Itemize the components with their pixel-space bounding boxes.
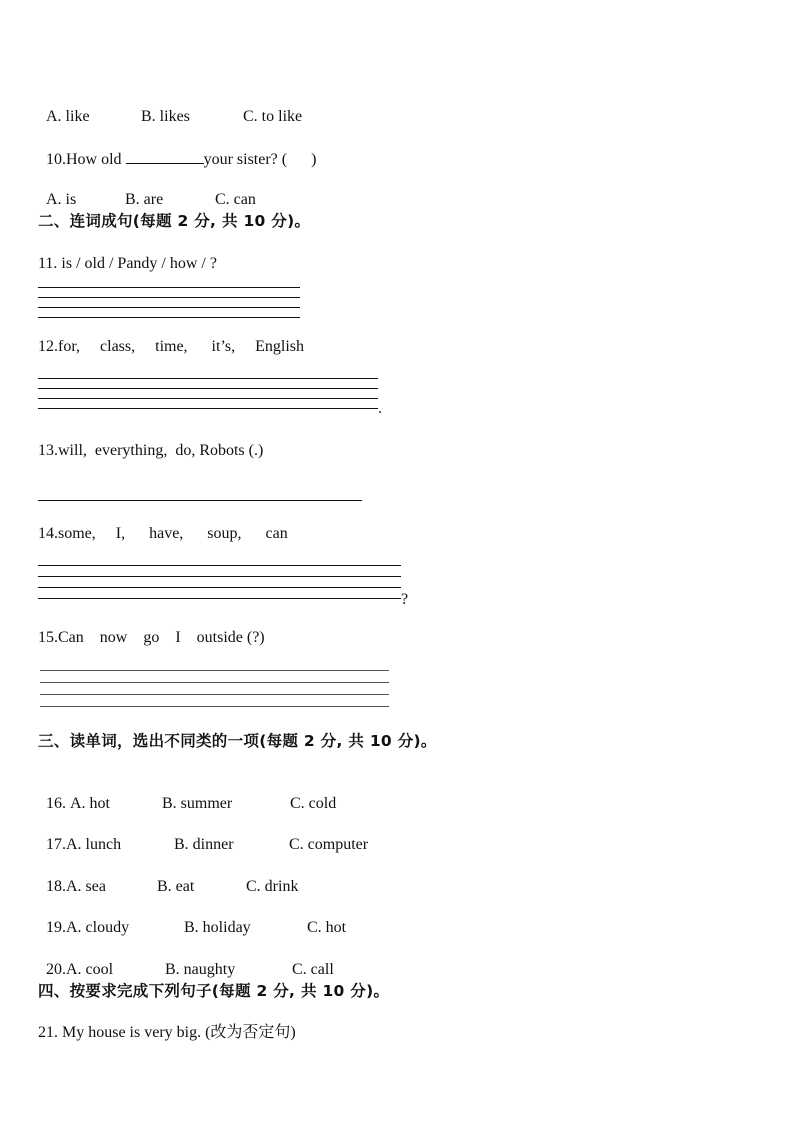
q17-number: 17. — [46, 836, 66, 853]
q20-number: 20. — [46, 961, 66, 978]
q20-option-c: C. call — [292, 961, 334, 978]
question-16 — [38, 774, 336, 814]
q17-option-a: A. lunch — [66, 836, 122, 853]
q20-option-b: B. naughty — [165, 961, 236, 978]
answer-line — [38, 598, 401, 599]
q16-number: 16. — [46, 795, 70, 812]
q10-option-a: A. is — [46, 191, 77, 208]
q17-option-b: B. dinner — [174, 836, 234, 853]
question-21: 21. My house is very big. (改为否定句) — [38, 1024, 296, 1041]
answer-line — [38, 398, 378, 399]
question-13: 13.will, everything, do, Robots (.) — [38, 442, 264, 459]
question-10 — [38, 129, 316, 170]
q16-option-a: A. hot — [70, 795, 110, 812]
section-3-heading: 三、读单词，选出不同类的一项(每题 2 分, 共 10 分)。 — [38, 732, 437, 750]
answer-line — [38, 565, 401, 566]
question-14: 14.some, I, have, soup, can — [38, 525, 288, 542]
answer-line — [40, 706, 389, 707]
q19-option-a: A. cloudy — [66, 919, 130, 936]
q12-trailing-period: . — [378, 400, 382, 417]
answer-line — [38, 317, 300, 318]
q19-option-b: B. holiday — [184, 919, 251, 936]
answer-line — [40, 670, 389, 671]
answer-line — [40, 682, 389, 683]
q9-option-c: C. to like — [243, 108, 303, 125]
answer-line — [38, 388, 378, 389]
q10-suffix: your sister? ( ) — [203, 151, 317, 168]
q9-option-b: B. likes — [141, 108, 190, 125]
answer-line — [38, 576, 401, 577]
q10-options — [38, 170, 256, 210]
q10-option-c: C. can — [215, 191, 256, 208]
q10-answer-blank[interactable] — [126, 149, 204, 164]
question-18 — [38, 857, 298, 897]
q18-option-a: A. sea — [66, 878, 106, 895]
q19-number: 19. — [46, 919, 66, 936]
answer-line — [38, 287, 300, 288]
q18-option-b: B. eat — [157, 878, 195, 895]
q19-option-c: C. hot — [307, 919, 347, 936]
q14-trailing-question-mark: ? — [401, 591, 409, 608]
q18-option-c: C. drink — [246, 878, 299, 895]
q20-option-a: A. cool — [66, 961, 114, 978]
q17-option-c: C. computer — [289, 836, 369, 853]
section-4-heading: 四、按要求完成下列句子(每题 2 分, 共 10 分)。 — [38, 982, 390, 1000]
q9-option-a: A. like — [46, 108, 90, 125]
question-15: 15.Can now go I outside (?) — [38, 629, 265, 646]
answer-line — [38, 307, 300, 308]
question-12: 12.for, class, time, it’s, English — [38, 338, 305, 355]
answer-line — [38, 587, 401, 588]
q9-options — [38, 87, 302, 127]
section-2-heading: 二、连词成句(每题 2 分, 共 10 分)。 — [38, 212, 311, 230]
q10-option-b: B. are — [125, 191, 164, 208]
question-19 — [38, 898, 346, 938]
answer-line — [40, 694, 389, 695]
q16-option-b: B. summer — [162, 795, 233, 812]
answer-line — [38, 408, 378, 409]
answer-line — [38, 378, 378, 379]
q16-option-c: C. cold — [290, 795, 337, 812]
answer-line — [38, 500, 362, 501]
question-11: 11. is / old / Pandy / how / ? — [38, 255, 217, 272]
q18-number: 18. — [46, 878, 66, 895]
question-20 — [38, 940, 334, 980]
q10-prefix: 10.How old — [46, 151, 126, 168]
question-17 — [38, 815, 368, 855]
answer-line — [38, 297, 300, 298]
